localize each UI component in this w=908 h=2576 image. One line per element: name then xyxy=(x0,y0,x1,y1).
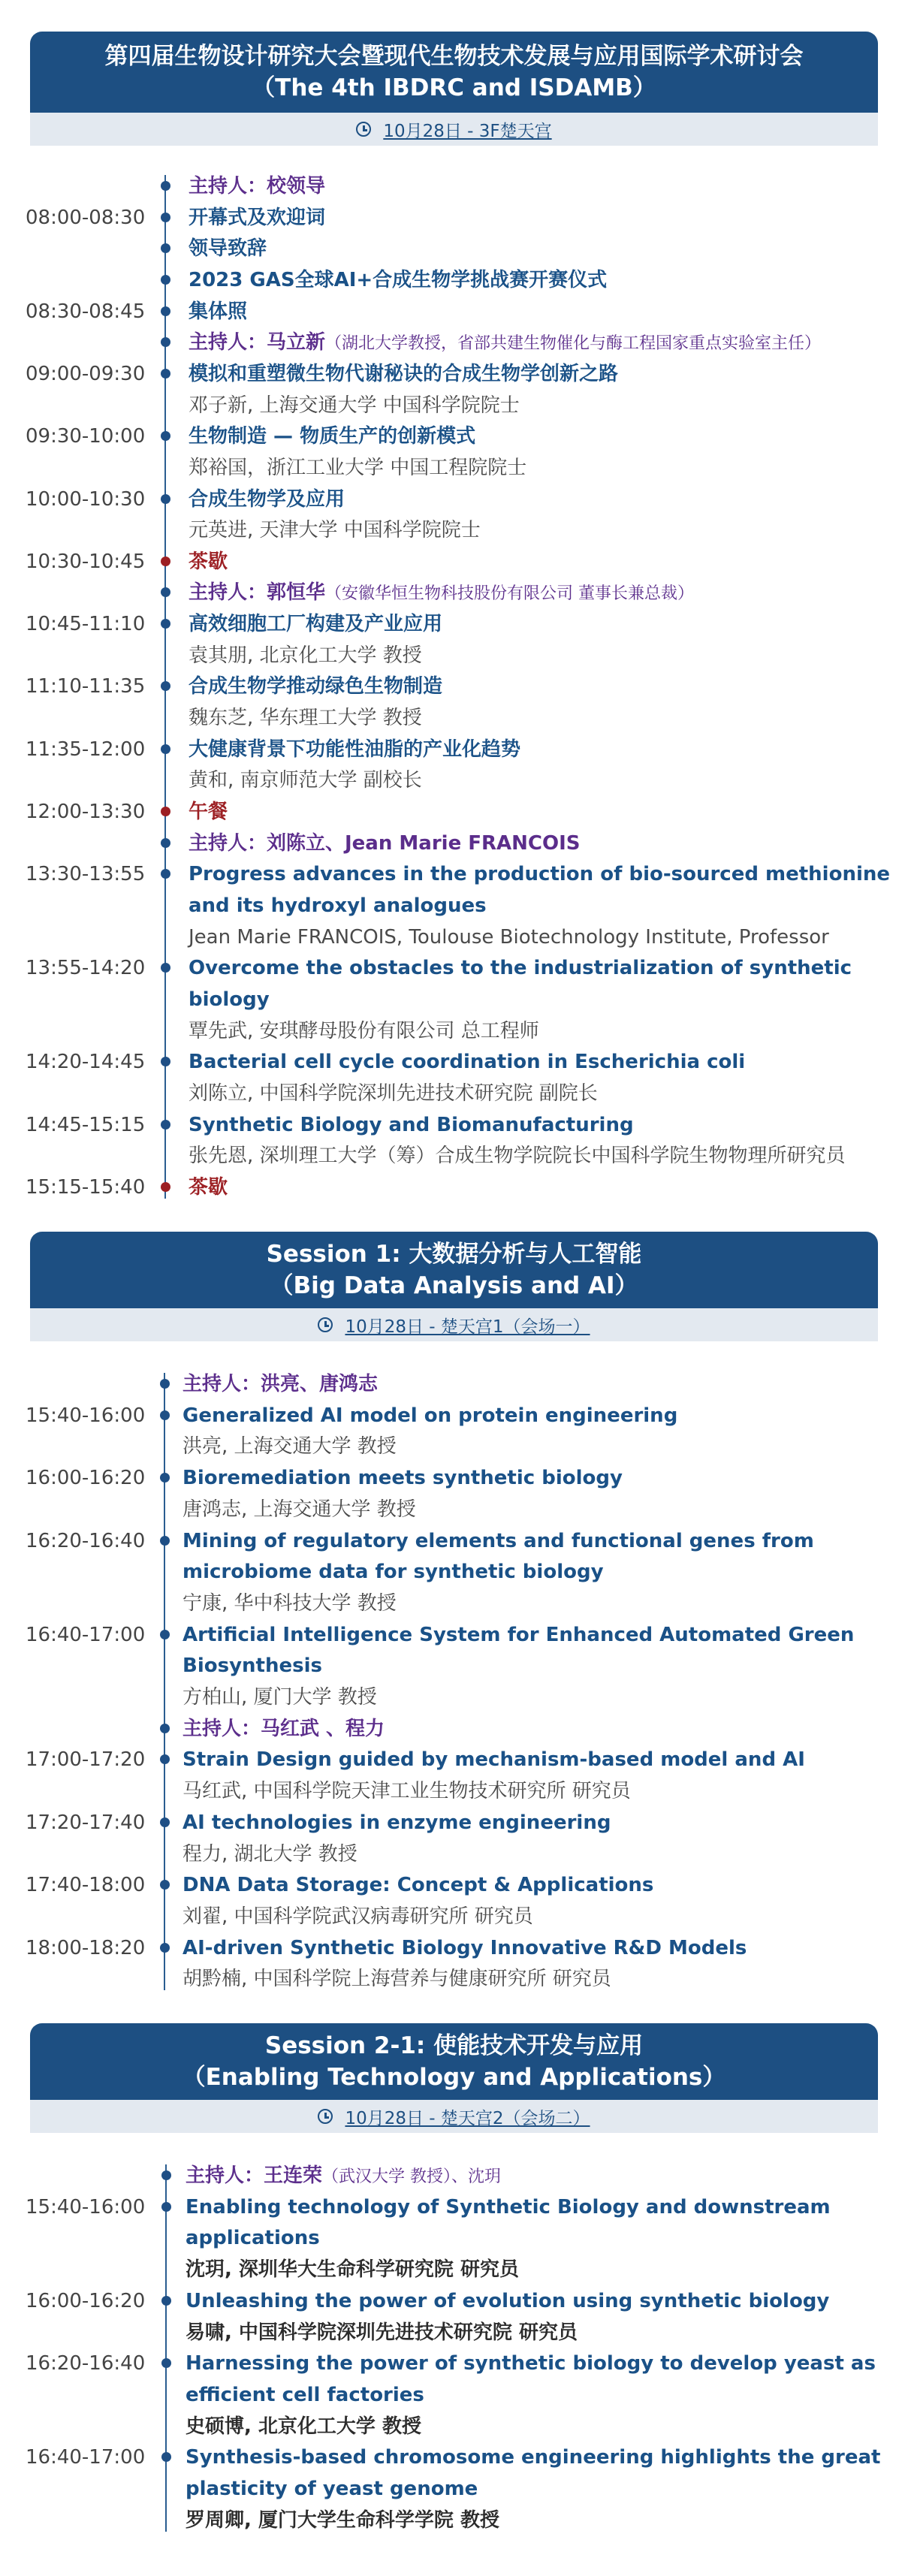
row-text: efficient cell factories xyxy=(186,2383,424,2406)
timeline-dot xyxy=(161,275,170,285)
time-slot: 08:30-08:45 xyxy=(26,300,146,323)
time-slot: 15:15-15:40 xyxy=(26,1175,146,1199)
break-label xyxy=(189,1172,228,1203)
talk-title xyxy=(186,2442,880,2473)
time-slot: 16:20-16:40 xyxy=(26,1529,146,1552)
time-slot: 09:00-09:30 xyxy=(26,362,146,385)
agenda-row xyxy=(26,1462,878,1494)
agenda-row xyxy=(26,2191,878,2223)
timeline-dot xyxy=(161,1120,170,1130)
timeline-dot xyxy=(160,1473,170,1483)
agenda-row xyxy=(26,2348,878,2379)
row-text: Unleashing the power of evolution using synthetic biology xyxy=(186,2289,830,2312)
row-text: AI-driven Synthetic Biology Innovative R&D Models xyxy=(183,1936,747,1959)
row-text: Bacterial cell cycle coordination in Escherichia coli xyxy=(189,1051,746,1074)
agenda-row xyxy=(30,1556,878,1588)
session-title xyxy=(30,1232,878,1308)
session-host xyxy=(189,170,325,202)
row-text: 主持人：校领导 xyxy=(189,175,326,198)
agenda-row xyxy=(26,202,878,234)
row-text: 覃先武, 安琪酵母股份有限公司 总工程师 xyxy=(189,1019,539,1042)
timeline-dot xyxy=(160,1536,170,1546)
time-slot: 16:40-17:00 xyxy=(26,1623,146,1646)
agenda-row xyxy=(26,296,878,327)
break-label xyxy=(189,796,228,828)
talk-title xyxy=(189,608,442,640)
speaker-info xyxy=(186,2254,519,2285)
agenda-row xyxy=(30,984,878,1015)
agenda-row xyxy=(30,2222,878,2254)
talk-title xyxy=(189,484,345,515)
timeline-dot xyxy=(161,869,170,879)
agenda-row xyxy=(30,233,878,264)
row-text: Overcome the obstacles to the industrialization of synthetic xyxy=(189,957,852,980)
agenda-row xyxy=(30,2379,878,2411)
row-text: Synthesis-based chromosome engineering highlights the great xyxy=(186,2446,881,2469)
time-slot: 15:40-16:00 xyxy=(26,1404,146,1427)
agenda-row xyxy=(30,702,878,734)
agenda-row xyxy=(26,671,878,702)
session-host xyxy=(189,327,821,360)
agenda-row xyxy=(30,1650,878,1682)
row-text: 元英进, 天津大学 中国科学院院士 xyxy=(189,519,481,542)
time-slot: 13:30-13:55 xyxy=(26,863,146,886)
timeline-dot xyxy=(161,963,170,973)
row-text: plasticity of yeast genome xyxy=(186,2478,478,2500)
session-header-1 xyxy=(30,1232,878,1341)
speaker-info xyxy=(189,514,481,546)
row-text: 刘翟, 中国科学院武汉病毒研究所 研究员 xyxy=(183,1905,533,1928)
talk-title xyxy=(189,264,607,296)
speaker-info xyxy=(189,922,829,953)
timeline-dot xyxy=(161,744,170,754)
row-text: Strain Design guided by mechanism-based model and AI xyxy=(183,1748,805,1772)
session-title-line: （The 4th IBDRC and ISDAMB） xyxy=(252,74,656,101)
row-text: Bioremediation meets synthetic biology xyxy=(183,1467,623,1490)
time-slot: 16:00-16:20 xyxy=(26,2289,146,2312)
timeline-dot xyxy=(161,2358,171,2368)
agenda-row xyxy=(30,264,878,296)
agenda-row xyxy=(26,1109,878,1141)
agenda-row xyxy=(30,170,878,202)
row-text: microbiome data for synthetic biology xyxy=(183,1561,604,1584)
time-slot: 14:45-15:15 xyxy=(26,1113,146,1136)
host-note: （武汉大学 教授）、沈玥 xyxy=(322,2167,502,2186)
talk-title xyxy=(183,1525,814,1557)
agenda-row xyxy=(30,1775,878,1807)
timeline-dot xyxy=(160,1754,170,1764)
agenda-row xyxy=(26,546,878,578)
agenda-row xyxy=(26,858,891,890)
row-text: Jean Marie FRANCOIS, Toulouse Biotechnology Institute, Professor xyxy=(189,925,829,949)
break-dot xyxy=(161,807,170,816)
break-dot xyxy=(161,557,170,566)
row-text: biology xyxy=(189,988,270,1011)
speaker-info xyxy=(189,390,520,421)
row-text: Enabling technology of Synthetic Biology and downstream xyxy=(186,2195,831,2219)
talk-title xyxy=(189,1046,745,1078)
agenda-row xyxy=(30,890,878,922)
row-text: 生物制造 — 物质生产的创新模式 xyxy=(189,425,476,448)
agenda-row xyxy=(26,1525,878,1557)
row-text: 大健康背景下功能性油脂的产业化趋势 xyxy=(189,738,521,761)
break-label xyxy=(189,546,228,578)
row-text: 茶歇 xyxy=(189,1175,228,1199)
agenda-row xyxy=(30,765,878,796)
timeline-dot xyxy=(161,243,170,253)
timeline-dot xyxy=(161,619,170,629)
speaker-info xyxy=(183,1588,397,1619)
row-text: 午餐 xyxy=(189,801,228,823)
speaker-info xyxy=(189,1078,598,1109)
row-text: 程力, 湖北大学 教授 xyxy=(183,1842,357,1866)
talk-title xyxy=(186,2191,831,2223)
session-timeline-1 xyxy=(26,1368,878,1995)
agenda-row xyxy=(30,452,878,484)
row-text: 开幕式及欢迎词 xyxy=(189,206,326,229)
talk-title xyxy=(183,1619,854,1651)
agenda-row xyxy=(30,2254,878,2285)
row-text: AI technologies in enzyme engineering xyxy=(183,1811,611,1834)
timeline-dot xyxy=(161,838,170,848)
talk-title xyxy=(189,984,270,1015)
timeline-dot xyxy=(160,1630,170,1639)
agenda-row xyxy=(26,1932,878,1964)
timeline-dot xyxy=(161,369,170,379)
agenda-row xyxy=(26,608,878,640)
session-timeline-0 xyxy=(26,170,891,1202)
session-date-bar xyxy=(30,113,878,146)
time-slot: 16:40-17:00 xyxy=(26,2446,146,2469)
time-slot: 17:20-17:40 xyxy=(26,1811,146,1834)
row-text: 宁康, 华中科技大学 教授 xyxy=(183,1591,397,1615)
row-text: Harnessing the power of synthetic biology to develop yeast as xyxy=(186,2352,876,2375)
talk-title xyxy=(189,734,520,765)
timeline-dot xyxy=(161,1057,170,1066)
row-text: 模拟和重塑微生物代谢秘诀的合成生物学创新之路 xyxy=(189,362,619,385)
session-host xyxy=(183,1713,385,1745)
session-host xyxy=(189,828,581,859)
agenda-row xyxy=(30,1713,878,1745)
row-text: 史硕博, 北京化工大学 教授 xyxy=(186,2415,421,2438)
agenda-row xyxy=(26,1046,878,1078)
talk-title xyxy=(189,952,852,984)
row-text: Biosynthesis xyxy=(183,1654,322,1678)
timeline-dot xyxy=(161,2452,171,2462)
speaker-info xyxy=(189,765,422,796)
time-slot: 14:20-14:45 xyxy=(26,1051,146,1074)
row-text: Synthetic Biology and Biomanufacturing xyxy=(189,1113,634,1136)
agenda-row xyxy=(30,327,878,358)
session-title xyxy=(30,2023,878,2100)
agenda-row xyxy=(30,1838,878,1870)
session-title-line: （Big Data Analysis and AI） xyxy=(270,1272,638,1299)
agenda-row xyxy=(26,796,878,828)
row-text: 2023 GAS全球AI+合成生物学挑战赛开赛仪式 xyxy=(189,268,608,291)
row-text: Artificial Intelligence System for Enhanced Automated Green xyxy=(183,1623,855,1646)
break-dot xyxy=(161,1182,170,1192)
timeline-dot xyxy=(161,306,170,316)
speaker-info xyxy=(183,1431,397,1462)
row-text: 领导致辞 xyxy=(189,237,267,261)
row-text: 主持人：刘陈立、Jean Marie FRANCOIS xyxy=(189,831,581,855)
row-text: 沈玥, 深圳华大生命科学研究院 研究员 xyxy=(186,2258,519,2282)
row-text: 方柏山, 厦门大学 教授 xyxy=(183,1686,377,1709)
row-text: 邓子新, 上海交通大学 中国科学院院士 xyxy=(189,394,520,417)
agenda-row xyxy=(30,1140,878,1172)
timeline-dot xyxy=(161,431,170,441)
row-text: applications xyxy=(186,2227,320,2250)
agenda-row xyxy=(30,1078,878,1109)
talk-title xyxy=(183,1869,653,1901)
session-title-line: （Enabling Technology and Applications） xyxy=(182,2064,726,2091)
agenda-row xyxy=(30,1963,878,1995)
row-text: Progress advances in the production of bio-sourced methionine xyxy=(189,863,891,886)
talk-title xyxy=(189,890,487,922)
row-text: 主持人：郭恒华 xyxy=(189,581,326,605)
row-text: 刘陈立, 中国科学院深圳先进技术研究院 副院长 xyxy=(189,1081,598,1105)
talk-title xyxy=(189,858,890,890)
time-slot: 17:40-18:00 xyxy=(26,1874,146,1897)
agenda-row xyxy=(30,514,878,546)
talk-title xyxy=(189,421,475,452)
time-slot: 12:00-13:30 xyxy=(26,801,146,823)
row-text: 主持人：王连荣 xyxy=(186,2164,323,2187)
agenda-row xyxy=(26,1619,878,1651)
agenda-row xyxy=(26,358,878,390)
agenda-row xyxy=(30,2473,878,2505)
time-slot: 10:45-11:10 xyxy=(26,613,146,636)
time-slot: 18:00-18:20 xyxy=(26,1936,146,1959)
speaker-info xyxy=(189,1015,539,1047)
timeline-dot xyxy=(160,1410,170,1420)
row-text: 张先恩, 深圳理工大学（筹）合成生物学院院长中国科学院生物物理所研究员 xyxy=(189,1145,846,1168)
session-title-line: Session 2-1: 使能技术开发与应用 xyxy=(264,2032,644,2059)
time-slot: 11:10-11:35 xyxy=(26,675,146,698)
timeline-dot xyxy=(161,494,170,504)
talk-title xyxy=(189,1109,634,1141)
talk-title xyxy=(186,2222,320,2254)
agenda-row xyxy=(26,1172,878,1203)
clock-icon xyxy=(356,122,371,137)
talk-title xyxy=(189,296,247,327)
session-date-venue: 10月28日 - 3F楚天宫 xyxy=(383,121,552,141)
host-note: （安徽华恒生物科技股份有限公司 董事长兼总裁） xyxy=(325,584,695,604)
timeline-dot xyxy=(160,1943,170,1953)
time-slot: 09:30-10:00 xyxy=(26,425,146,448)
talk-title xyxy=(183,1400,677,1431)
row-text: 郑裕国，浙江工业大学 中国工程院院士 xyxy=(189,456,527,479)
row-text: 洪亮, 上海交通大学 教授 xyxy=(183,1435,397,1458)
row-text: 胡黔楠, 中国科学院上海营养与健康研究所 研究员 xyxy=(183,1968,611,1991)
timeline-dot xyxy=(160,1724,170,1733)
timeline-dot xyxy=(161,181,170,191)
agenda-row xyxy=(26,1744,878,1775)
session-date-bar xyxy=(30,2100,878,2133)
session-timeline-2 xyxy=(26,2160,881,2535)
time-slot: 16:20-16:40 xyxy=(26,2352,146,2375)
session-header-2 xyxy=(30,2023,878,2133)
row-text: Generalized AI model on protein engineering xyxy=(183,1404,678,1427)
row-text: 合成生物学推动绿色生物制造 xyxy=(189,675,443,698)
agenda-row xyxy=(26,421,878,452)
session-date-bar xyxy=(30,1308,878,1341)
talk-title xyxy=(189,358,618,390)
agenda-row xyxy=(30,1015,878,1047)
agenda-row xyxy=(26,1807,878,1838)
agenda-row xyxy=(26,734,878,765)
agenda-row xyxy=(30,1588,878,1619)
agenda-row xyxy=(30,1494,878,1525)
agenda-row xyxy=(30,2160,878,2191)
timeline-dot xyxy=(161,337,170,347)
speaker-info xyxy=(189,1140,846,1172)
speaker-info xyxy=(183,1494,416,1525)
talk-title xyxy=(183,1744,805,1775)
speaker-info xyxy=(183,1775,631,1807)
agenda-row xyxy=(26,1400,878,1431)
time-slot: 13:55-14:20 xyxy=(26,957,146,980)
speaker-info xyxy=(189,452,526,484)
agenda-row xyxy=(30,390,878,421)
session-host xyxy=(189,577,694,610)
agenda-row xyxy=(30,1431,878,1462)
speaker-info xyxy=(183,1682,377,1713)
timeline-dot xyxy=(161,2170,171,2180)
row-text: 茶歇 xyxy=(189,550,228,573)
time-slot: 08:00-08:30 xyxy=(26,206,146,229)
session-host xyxy=(186,2160,501,2193)
agenda-row xyxy=(26,484,878,515)
speaker-info xyxy=(189,640,422,671)
row-text: 魏东芝, 华东理工大学 教授 xyxy=(189,707,422,730)
talk-title xyxy=(183,1556,604,1588)
talk-title xyxy=(183,1462,623,1494)
row-text: 罗周卿, 厦门大学生命科学学院 教授 xyxy=(186,2508,499,2532)
session-date-venue: 10月28日 - 楚天宫1（会场一） xyxy=(345,1317,590,1337)
row-text: 唐鸿志, 上海交通大学 教授 xyxy=(183,1498,416,1521)
time-slot: 17:00-17:20 xyxy=(26,1748,146,1772)
clock-icon xyxy=(318,2109,333,2124)
clock-icon xyxy=(318,1317,333,1332)
row-text: 易啸, 中国科学院深圳先进技术研究院 研究员 xyxy=(186,2321,578,2344)
talk-title xyxy=(186,2285,829,2317)
time-slot: 16:00-16:20 xyxy=(26,1467,146,1490)
timeline-dot xyxy=(161,2202,171,2212)
row-text: 合成生物学及应用 xyxy=(189,487,345,511)
speaker-info xyxy=(189,702,422,734)
timeline-dot xyxy=(161,587,170,597)
timeline-dot xyxy=(161,2296,171,2306)
row-text: DNA Data Storage: Concept & Applications xyxy=(183,1874,654,1897)
agenda-row xyxy=(30,577,878,608)
agenda-row xyxy=(30,2505,878,2536)
agenda-row xyxy=(30,828,878,859)
session-date-venue: 10月28日 - 楚天宫2（会场二） xyxy=(345,2108,590,2128)
speaker-info xyxy=(183,1838,357,1870)
row-text: 高效细胞工厂构建及产业应用 xyxy=(189,613,443,636)
agenda-row xyxy=(30,2411,878,2442)
row-text: 主持人：马立新 xyxy=(189,331,326,354)
talk-title xyxy=(189,233,267,264)
agenda-row xyxy=(26,2285,878,2317)
session-host xyxy=(183,1368,378,1400)
agenda-row xyxy=(30,1682,878,1713)
time-slot: 10:30-10:45 xyxy=(26,550,146,573)
session-title-line: 第四届生物设计研究大会暨现代生物技术发展与应用国际学术研讨会 xyxy=(104,43,804,70)
host-note: （湖北大学教授，省部共建生物催化与酶工程国家重点实验室主任） xyxy=(325,334,822,354)
talk-title xyxy=(186,2348,876,2379)
row-text: and its hydroxyl analogues xyxy=(189,894,487,917)
speaker-info xyxy=(186,2505,499,2536)
session-title xyxy=(30,32,878,113)
talk-title xyxy=(189,202,325,234)
row-text: 主持人：洪亮、唐鸿志 xyxy=(183,1373,379,1395)
agenda-row xyxy=(30,2317,878,2348)
agenda-row xyxy=(30,922,878,953)
row-text: 主持人：马红武 、程力 xyxy=(183,1717,385,1740)
talk-title xyxy=(183,1650,322,1682)
timeline-dot xyxy=(160,1379,170,1389)
timeline-dot xyxy=(160,1817,170,1827)
row-text: 袁其朋, 北京化工大学 教授 xyxy=(189,644,422,667)
agenda-row xyxy=(26,1869,878,1901)
row-text: 马红武, 中国科学院天津工业生物技术研究所 研究员 xyxy=(183,1780,631,1803)
speaker-info xyxy=(186,2317,578,2348)
session-header-0 xyxy=(30,32,878,146)
talk-title xyxy=(189,671,442,702)
agenda-row xyxy=(30,640,878,671)
row-text: 集体照 xyxy=(189,300,248,323)
agenda-row xyxy=(26,952,878,984)
session-title-line: Session 1: 大数据分析与人工智能 xyxy=(266,1241,642,1268)
agenda-row xyxy=(30,1901,878,1932)
row-text: 黄和, 南京师范大学 副校长 xyxy=(189,769,422,792)
timeline-dot xyxy=(160,1880,170,1890)
speaker-info xyxy=(186,2411,421,2442)
talk-title xyxy=(183,1932,747,1964)
speaker-info xyxy=(183,1901,533,1932)
time-slot: 15:40-16:00 xyxy=(26,2195,146,2219)
time-slot: 10:00-10:30 xyxy=(26,487,146,511)
row-text: Mining of regulatory elements and functional genes from xyxy=(183,1529,814,1552)
timeline-dot xyxy=(161,681,170,691)
talk-title xyxy=(186,2379,424,2411)
time-slot: 11:35-12:00 xyxy=(26,738,146,761)
timeline-dot xyxy=(161,213,170,222)
agenda-row xyxy=(26,2442,881,2473)
talk-title xyxy=(183,1807,611,1838)
agenda-row xyxy=(30,1368,878,1400)
talk-title xyxy=(186,2473,478,2505)
speaker-info xyxy=(183,1963,611,1995)
